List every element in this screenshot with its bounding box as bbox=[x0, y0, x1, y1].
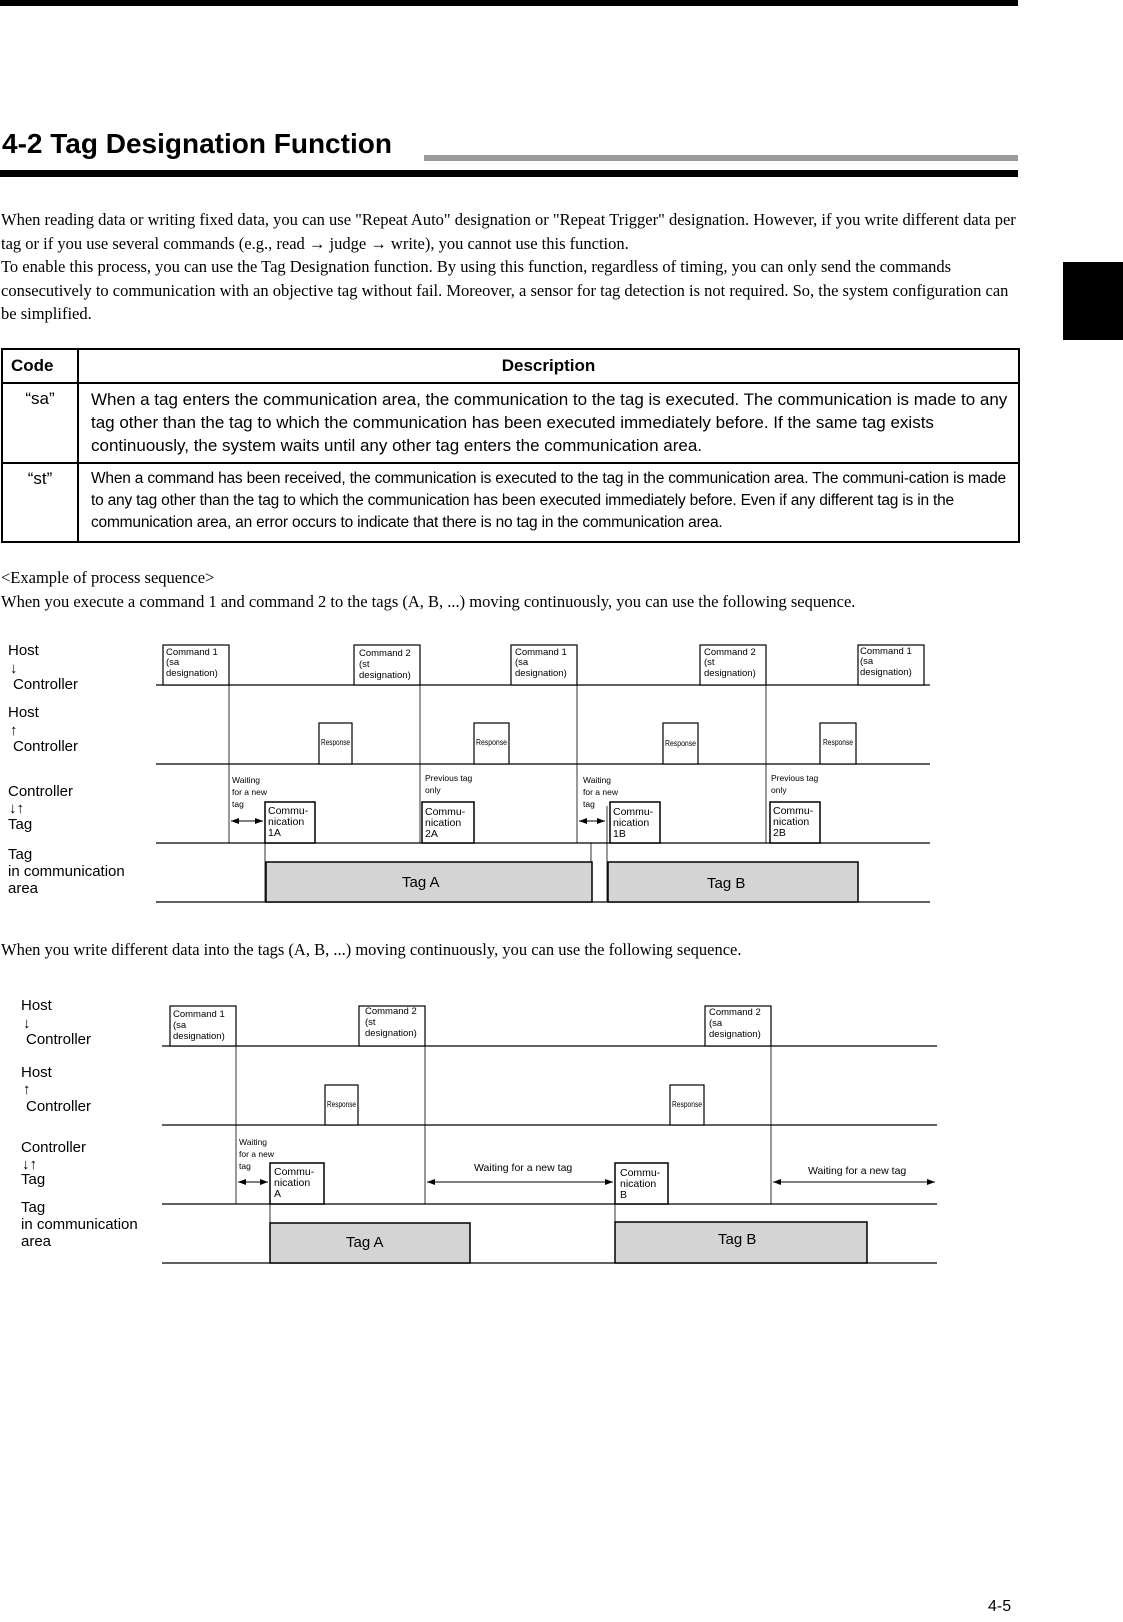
designation-label: designation) bbox=[166, 668, 218, 679]
st-label: (st bbox=[359, 659, 370, 670]
tag-a-label: Tag A bbox=[402, 874, 440, 891]
waiting-label: tag bbox=[239, 1161, 251, 1171]
label-in-area: in communication bbox=[8, 863, 125, 880]
commu-label: Commu- bbox=[274, 1166, 315, 1178]
sa-label: (sa bbox=[860, 656, 874, 667]
st-label: (st bbox=[704, 657, 715, 668]
response-boxes bbox=[325, 1085, 704, 1125]
description-header: Description bbox=[78, 349, 1019, 383]
waiting-label: Waiting bbox=[232, 775, 261, 785]
previous-label: only bbox=[771, 785, 787, 795]
code-cell: “st” bbox=[2, 463, 78, 542]
code-cell: “sa” bbox=[2, 383, 78, 463]
command-texts bbox=[173, 1006, 761, 1042]
comm-id: 1B bbox=[613, 828, 626, 840]
sa-label: (sa bbox=[173, 1020, 187, 1031]
page-number: 4-5 bbox=[988, 1598, 1012, 1615]
label-controller: Controller bbox=[13, 738, 79, 755]
waiting-new-tag-label: Waiting for a new tag bbox=[808, 1165, 907, 1177]
waiting-label: Waiting bbox=[239, 1137, 268, 1147]
command-1-label: Command 1 bbox=[860, 646, 912, 657]
communication-boxes bbox=[270, 1163, 668, 1204]
wait-notes bbox=[232, 773, 819, 809]
table-row bbox=[2, 383, 1019, 463]
sa-label: (sa bbox=[515, 657, 529, 668]
designation-label: designation) bbox=[173, 1031, 225, 1042]
row-labels bbox=[21, 997, 138, 1250]
label-controller: Controller bbox=[13, 676, 79, 693]
commu-label: Commu- bbox=[425, 806, 466, 818]
comm-id: 2A bbox=[425, 828, 438, 840]
response-texts bbox=[321, 738, 853, 748]
previous-label: Previous tag bbox=[425, 773, 473, 783]
waiting-label: Waiting bbox=[583, 775, 612, 785]
tag-b-label: Tag B bbox=[718, 1231, 757, 1248]
communication-texts bbox=[274, 1166, 661, 1201]
table-row bbox=[2, 463, 1019, 542]
response-label: Response bbox=[476, 738, 508, 747]
description-cell: When a tag enters the communication area, the communication to the tag is executed. The communication is made to any tag other than the tag to which the communication has been executed immediately before. If the same tag exists continuously, the system waits until any other tag enters the communication area. bbox=[78, 383, 1019, 463]
label-controller: Controller bbox=[21, 1139, 87, 1156]
label-controller: Controller bbox=[8, 783, 74, 800]
example-sentence-1: When you execute a command 1 and command 2 to the tags (A, B, ...) moving continuously, you can use the following sequence. bbox=[1, 591, 856, 611]
waiting-label: for a new bbox=[583, 787, 618, 797]
label-tag: Tag bbox=[8, 816, 33, 833]
description-cell: When a command has been received, the communication is executed to the tag in the communication area. The communi-cation is made to any tag other than the tag to which the communication has been executed immediately before. Even if any different tag is in the communication area, an error occurs to indicate that there is no tag in the communication area. bbox=[78, 463, 1019, 542]
command-2-label: Command 2 bbox=[359, 648, 411, 659]
response-label: Response bbox=[321, 738, 351, 747]
label-area: area bbox=[21, 1233, 52, 1250]
nication-label: nication bbox=[425, 817, 462, 829]
nication-label: nication bbox=[613, 817, 650, 829]
intro-paragraph-2: To enable this process, you can use the Tag Designation function. By using this function, regardless of timing, you can only send the commands consecutively to communication with an objective tag without fail. Moreover, a sensor for tag detection is not required. So, the system configuration can be simplified. bbox=[1, 257, 1009, 323]
designation-label: designation) bbox=[860, 667, 912, 678]
communication-texts bbox=[268, 805, 814, 840]
sa-label: (sa bbox=[709, 1018, 723, 1029]
nication-label: nication bbox=[268, 816, 305, 828]
label-in-area: in communication bbox=[21, 1216, 138, 1233]
label-tag: Tag bbox=[21, 1171, 46, 1188]
waiting-label: for a new bbox=[239, 1149, 274, 1159]
waiting-label: for a new bbox=[232, 787, 267, 797]
response-label: Response bbox=[665, 739, 697, 748]
intro-text bbox=[1, 208, 1017, 326]
code-table bbox=[1, 348, 1020, 543]
label-controller: Controller bbox=[26, 1098, 92, 1115]
nication-label: nication bbox=[274, 1177, 311, 1189]
label-tag: Tag bbox=[21, 1199, 46, 1216]
comm-id: 1A bbox=[268, 827, 281, 839]
arrow-down-label: ↓ bbox=[23, 1015, 31, 1032]
comm-id: B bbox=[620, 1189, 628, 1201]
sequence-diagram-2 bbox=[0, 990, 1123, 1270]
arrow-up-label: ↑ bbox=[10, 722, 18, 739]
label-area: area bbox=[8, 880, 39, 897]
chapter-tab bbox=[1063, 262, 1123, 340]
label-controller: Controller bbox=[26, 1031, 92, 1048]
nication-label: nication bbox=[773, 816, 810, 828]
label-host: Host bbox=[21, 997, 52, 1014]
designation-label: designation) bbox=[359, 670, 411, 681]
st-label: (st bbox=[365, 1017, 376, 1028]
command-2-label: Command 2 bbox=[365, 1006, 417, 1017]
label-tag: Tag bbox=[8, 846, 33, 863]
top-rule bbox=[0, 0, 1018, 6]
response-texts bbox=[327, 1100, 702, 1109]
row-labels bbox=[8, 642, 125, 897]
command-1-label: Command 1 bbox=[173, 1009, 225, 1020]
label-host: Host bbox=[21, 1064, 52, 1081]
sequence-diagram-1 bbox=[0, 636, 1123, 916]
command-2-label: Command 2 bbox=[704, 647, 756, 658]
waiting-label: tag bbox=[583, 799, 595, 809]
response-label: Response bbox=[672, 1100, 703, 1109]
previous-label: Previous tag bbox=[771, 773, 819, 783]
waiting-new-tag-label: Waiting for a new tag bbox=[474, 1162, 573, 1174]
title-rule-black bbox=[0, 170, 1018, 177]
commu-label: Commu- bbox=[620, 1167, 661, 1179]
command-1-label: Command 1 bbox=[515, 647, 567, 658]
command-2-label: Command 2 bbox=[709, 1007, 761, 1018]
example-intro bbox=[1, 566, 1017, 613]
section-title: 4-2 Tag Designation Function bbox=[2, 128, 392, 159]
code-header: Code bbox=[2, 349, 78, 383]
response-label: Response bbox=[327, 1100, 357, 1109]
response-boxes bbox=[319, 723, 856, 764]
comm-id: 2B bbox=[773, 827, 786, 839]
comm-id: A bbox=[274, 1188, 282, 1200]
designation-label: designation) bbox=[515, 668, 567, 679]
sa-label: (sa bbox=[166, 657, 180, 668]
tag-a-label: Tag A bbox=[346, 1234, 384, 1251]
nication-label: nication bbox=[620, 1178, 657, 1190]
tag-b-label: Tag B bbox=[707, 875, 746, 892]
arrow-both-label: ↓↑ bbox=[22, 1156, 37, 1173]
table-header-row bbox=[2, 349, 1019, 383]
commu-label: Commu- bbox=[613, 806, 654, 818]
designation-label: designation) bbox=[704, 668, 756, 679]
waiting-label: tag bbox=[232, 799, 244, 809]
example-heading: <Example of process sequence> bbox=[1, 568, 215, 587]
previous-label: only bbox=[425, 785, 441, 795]
response-label: Response bbox=[823, 738, 854, 747]
commu-label: Commu- bbox=[268, 805, 309, 817]
designation-label: designation) bbox=[709, 1029, 761, 1040]
arrow-both-label: ↓↑ bbox=[9, 800, 24, 817]
commu-label: Commu- bbox=[773, 805, 814, 817]
command-boxes bbox=[170, 1006, 771, 1046]
label-host: Host bbox=[8, 704, 39, 721]
example-sentence-2: When you write different data into the tags (A, B, ...) moving continuously, you can use the following sequence. bbox=[1, 940, 742, 959]
intro-paragraph-1: When reading data or writing fixed data, you can use "Repeat Auto" designation or "Repeat Trigger" designation. However, if you write different data per tag or if you use several commands (e.g., read → judge → write), you cannot use this function. bbox=[1, 210, 1016, 253]
command-1-label: Command 1 bbox=[166, 647, 218, 658]
arrow-up-label: ↑ bbox=[23, 1081, 31, 1098]
arrow-down-label: ↓ bbox=[10, 660, 18, 677]
label-host: Host bbox=[8, 642, 39, 659]
title-rule-gray bbox=[424, 155, 1018, 161]
communication-boxes bbox=[265, 802, 820, 843]
designation-label: designation) bbox=[365, 1028, 417, 1039]
